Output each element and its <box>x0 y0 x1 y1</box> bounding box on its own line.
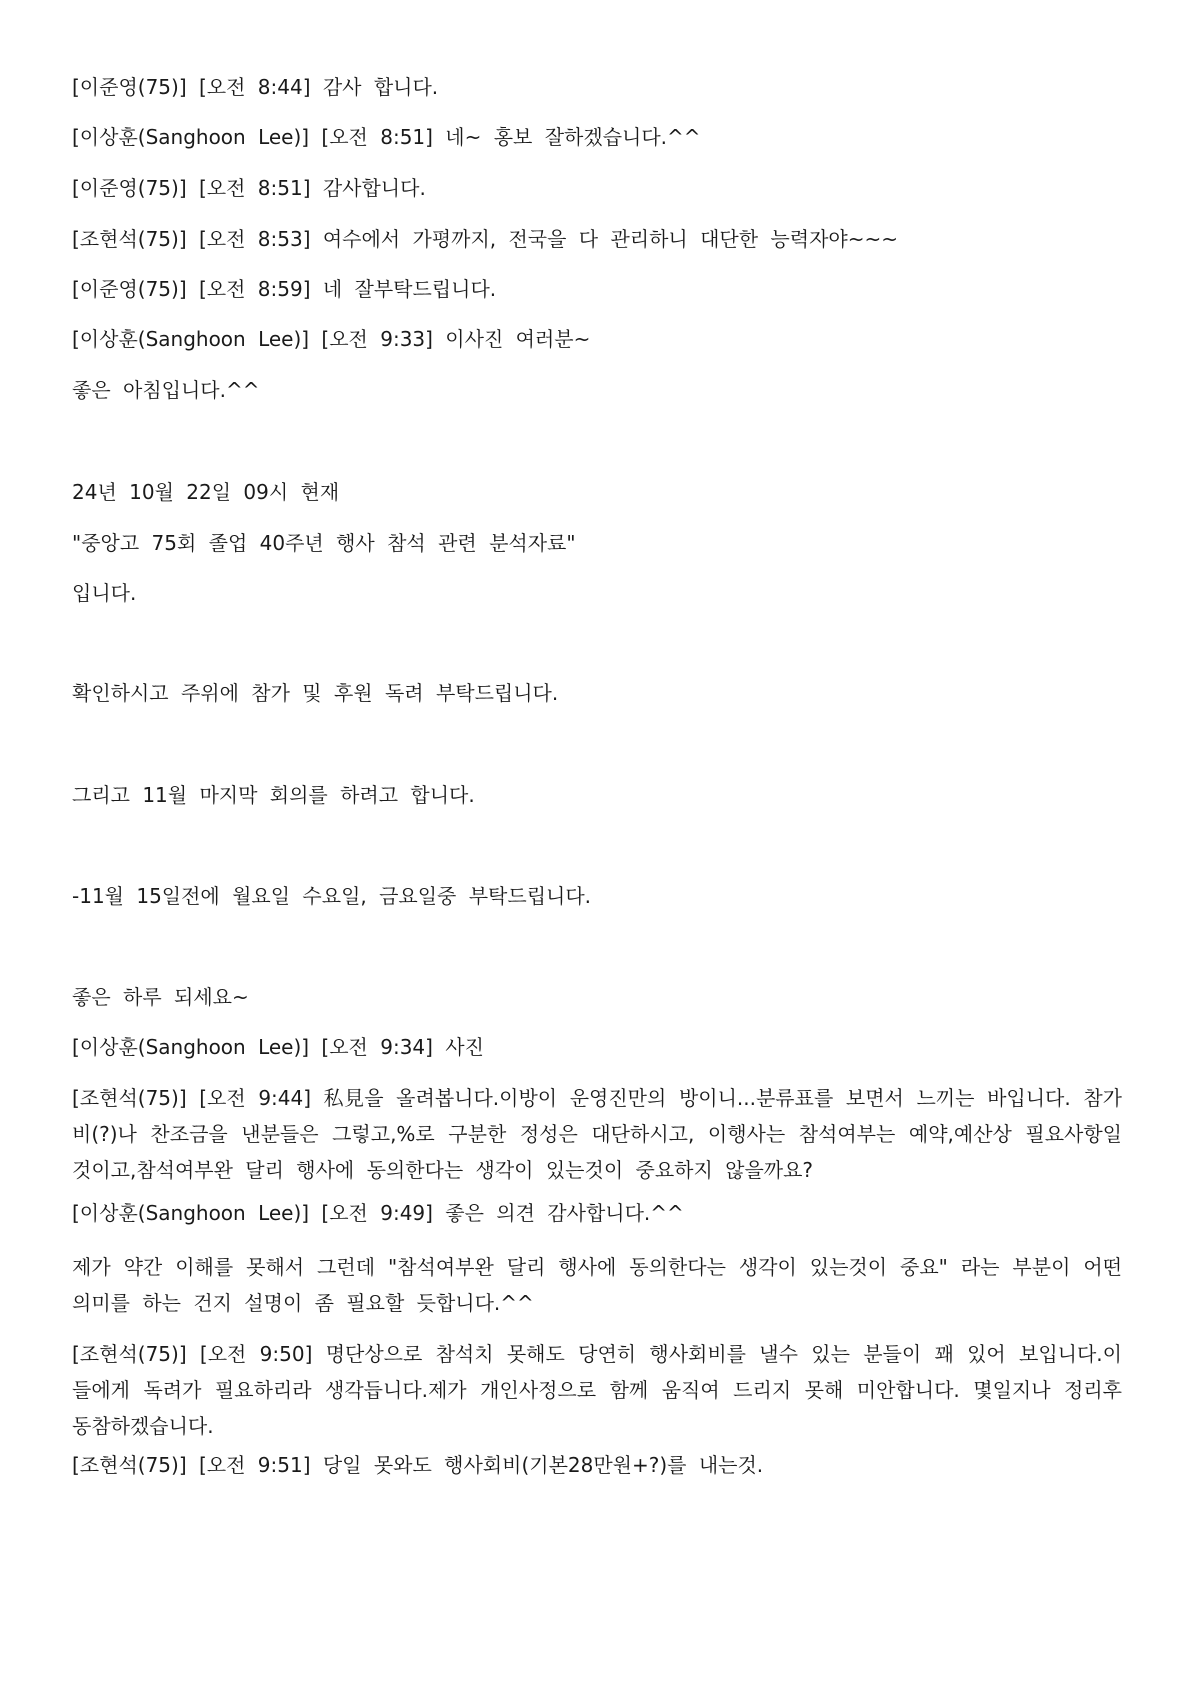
chat-line: [조현석(75)] [오전 8:53] 여수에서 가평까지, 전국을 다 관리하니 대단한 능력자야~~~ <box>72 227 898 251</box>
chat-line: [이상훈(Sanghoon Lee)] [오전 9:49] 좋은 의견 감사합니다.^^ <box>72 1201 684 1225</box>
message-text: 그리고 11월 마지막 회의를 하려고 합니다. <box>72 783 475 807</box>
message-text: 24년 10월 22일 09시 현재 <box>72 480 340 504</box>
chat-paragraph: [조현석(75)] [오전 9:50] 명단상으로 참석치 못해도 당연히 행사회비를 낼수 있는 분들이 꽤 있어 보입니다.이들에게 독려가 필요하리라 생각듭니다.제가 개인사정으로 함께 움직여 드리지 못해 미안합니다. 몇일지나 정리후 동참하겠습니다. <box>72 1342 1122 1438</box>
message-text: 좋은 하루 되세요~ <box>72 985 249 1009</box>
message-text: 좋은 아침입니다.^^ <box>72 378 260 402</box>
message-paragraph: 제가 약간 이해를 못해서 그런데 "참석여부완 달리 행사에 동의한다는 생각이 있는것이 중요" 라는 부분이 어떤 의미를 하는 건지 설명이 좀 필요할 듯합니다.^^ <box>72 1255 1122 1315</box>
chat-line: [이상훈(Sanghoon Lee)] [오전 9:34] 사진 <box>72 1035 484 1059</box>
message-text: -11월 15일전에 월요일 수요일, 금요일중 부탁드립니다. <box>72 884 592 908</box>
chat-paragraph: [조현석(75)] [오전 9:44] 私見을 올려봅니다.이방이 운영진만의 방이니...분류표를 보면서 느끼는 바입니다. 참가비(?)나 찬조금을 낸분들은 그렇고,%로 구분한 정성은 대단하시고, 이행사는 참석여부는 예약,예산상 필요사항일것이고,참석여부완 달리 행사에 동의한다는 생각이 있는것이 중요하지 않을까요? <box>72 1086 1122 1182</box>
chat-line: [이상훈(Sanghoon Lee)] [오전 8:51] 네~ 홍보 잘하겠습니다.^^ <box>72 125 701 149</box>
message-text: 입니다. <box>72 581 137 605</box>
message-text: "중앙고 75회 졸업 40주년 행사 참석 관련 분석자료" <box>72 531 576 555</box>
chat-line: [이준영(75)] [오전 8:51] 감사합니다. <box>72 176 426 200</box>
chat-line: [조현석(75)] [오전 9:51] 당일 못와도 행사회비(기본28만원+?)를 내는것. <box>72 1453 764 1477</box>
message-text: 확인하시고 주위에 참가 및 후원 독려 부탁드립니다. <box>72 681 559 705</box>
chat-line: [이준영(75)] [오전 8:59] 네 잘부탁드립니다. <box>72 277 497 301</box>
chat-line: [이준영(75)] [오전 8:44] 감사 합니다. <box>72 75 439 99</box>
chat-line: [이상훈(Sanghoon Lee)] [오전 9:33] 이사진 여러분~ <box>72 327 591 351</box>
